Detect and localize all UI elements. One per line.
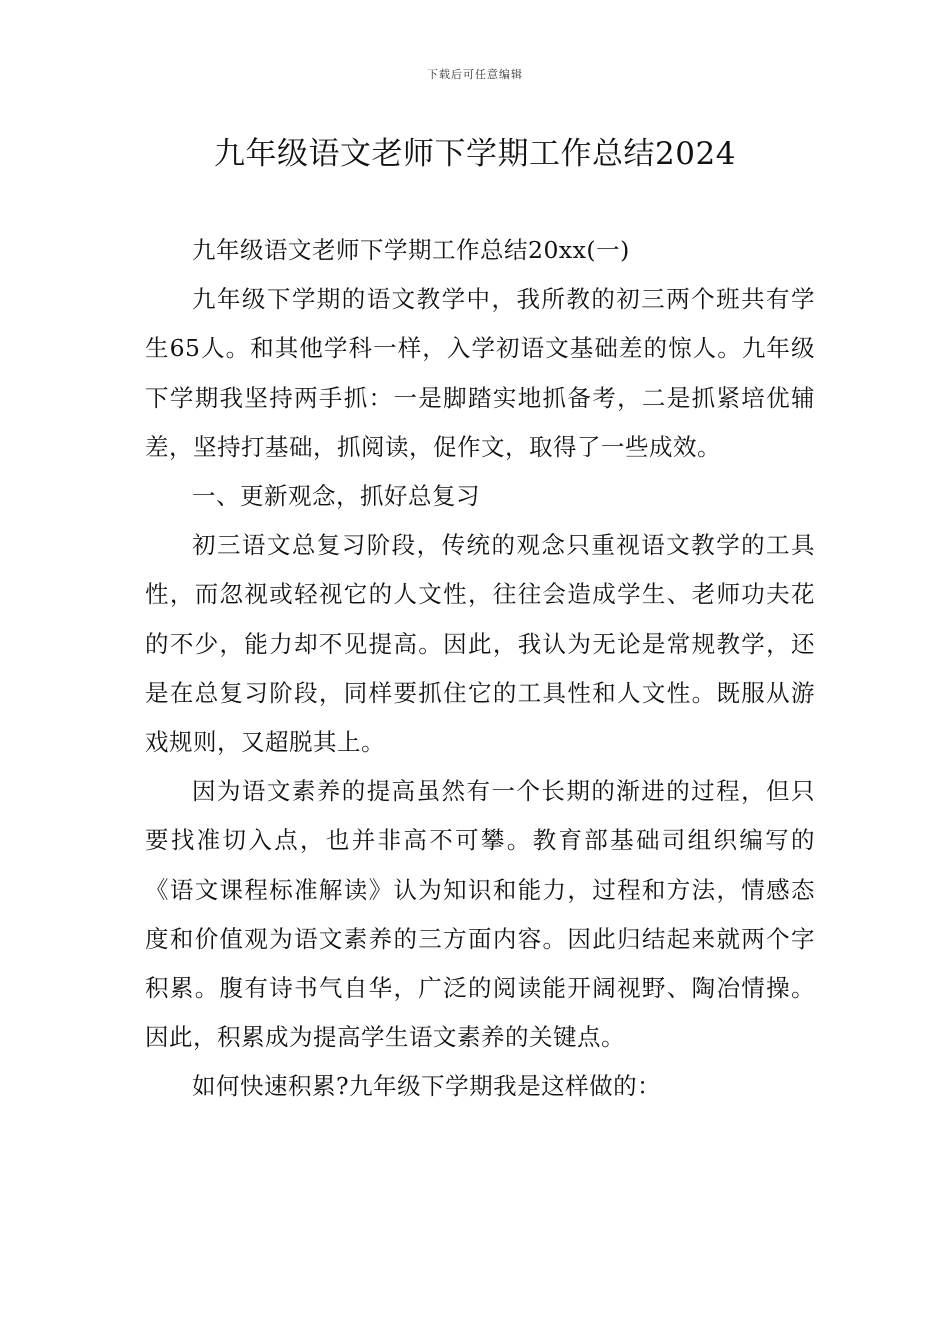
body-paragraph: 初三语文总复习阶段，传统的观念只重视语文教学的工具性，而忽视或轻视它的人文性，往往会造成学生、老师功夫花的不少，能力却不见提高。因此，我认为无论是常规教学，还是在总复习阶段，同样要抓住它的工具性和人文性。既服从游戏规则，又超脱其上。 [145,531,815,757]
header-note: 下载后可任意编辑 [427,68,523,81]
body-paragraph: 九年级下学期的语文教学中，我所教的初三两个班共有学生65人。和其他学科一样，入学初语文基础差的惊人。九年级下学期我坚持两手抓：一是脚踏实地抓备考，二是抓紧培优辅差，坚持打基础，抓阅读，促作文，取得了一些成效。 [145,285,815,461]
body-paragraph: 因为语文素养的提高虽然有一个长期的渐进的过程，但只要找准切入点，也并非高不可攀。教育部基础司组织编写的《语文课程标准解读》认为知识和能力，过程和方法，情感态度和价值观为语文素养的三方面内容。因此归结起来就两个字积累。腹有诗书气自华，广泛的阅读能开阔视野、陶冶情操。因此，积累成为提高学生语文素养的关键点。 [145,777,815,1052]
body-paragraph: 如何快速积累?九年级下学期我是这样做的： [192,1072,662,1101]
section-heading: 一、更新观念，抓好总复习 [192,482,480,511]
document-body [145,226,815,1112]
subtitle-paragraph: 九年级语文老师下学期工作总结20xx(一) [192,236,630,264]
document-title: 九年级语文老师下学期工作总结2024 [214,136,736,172]
